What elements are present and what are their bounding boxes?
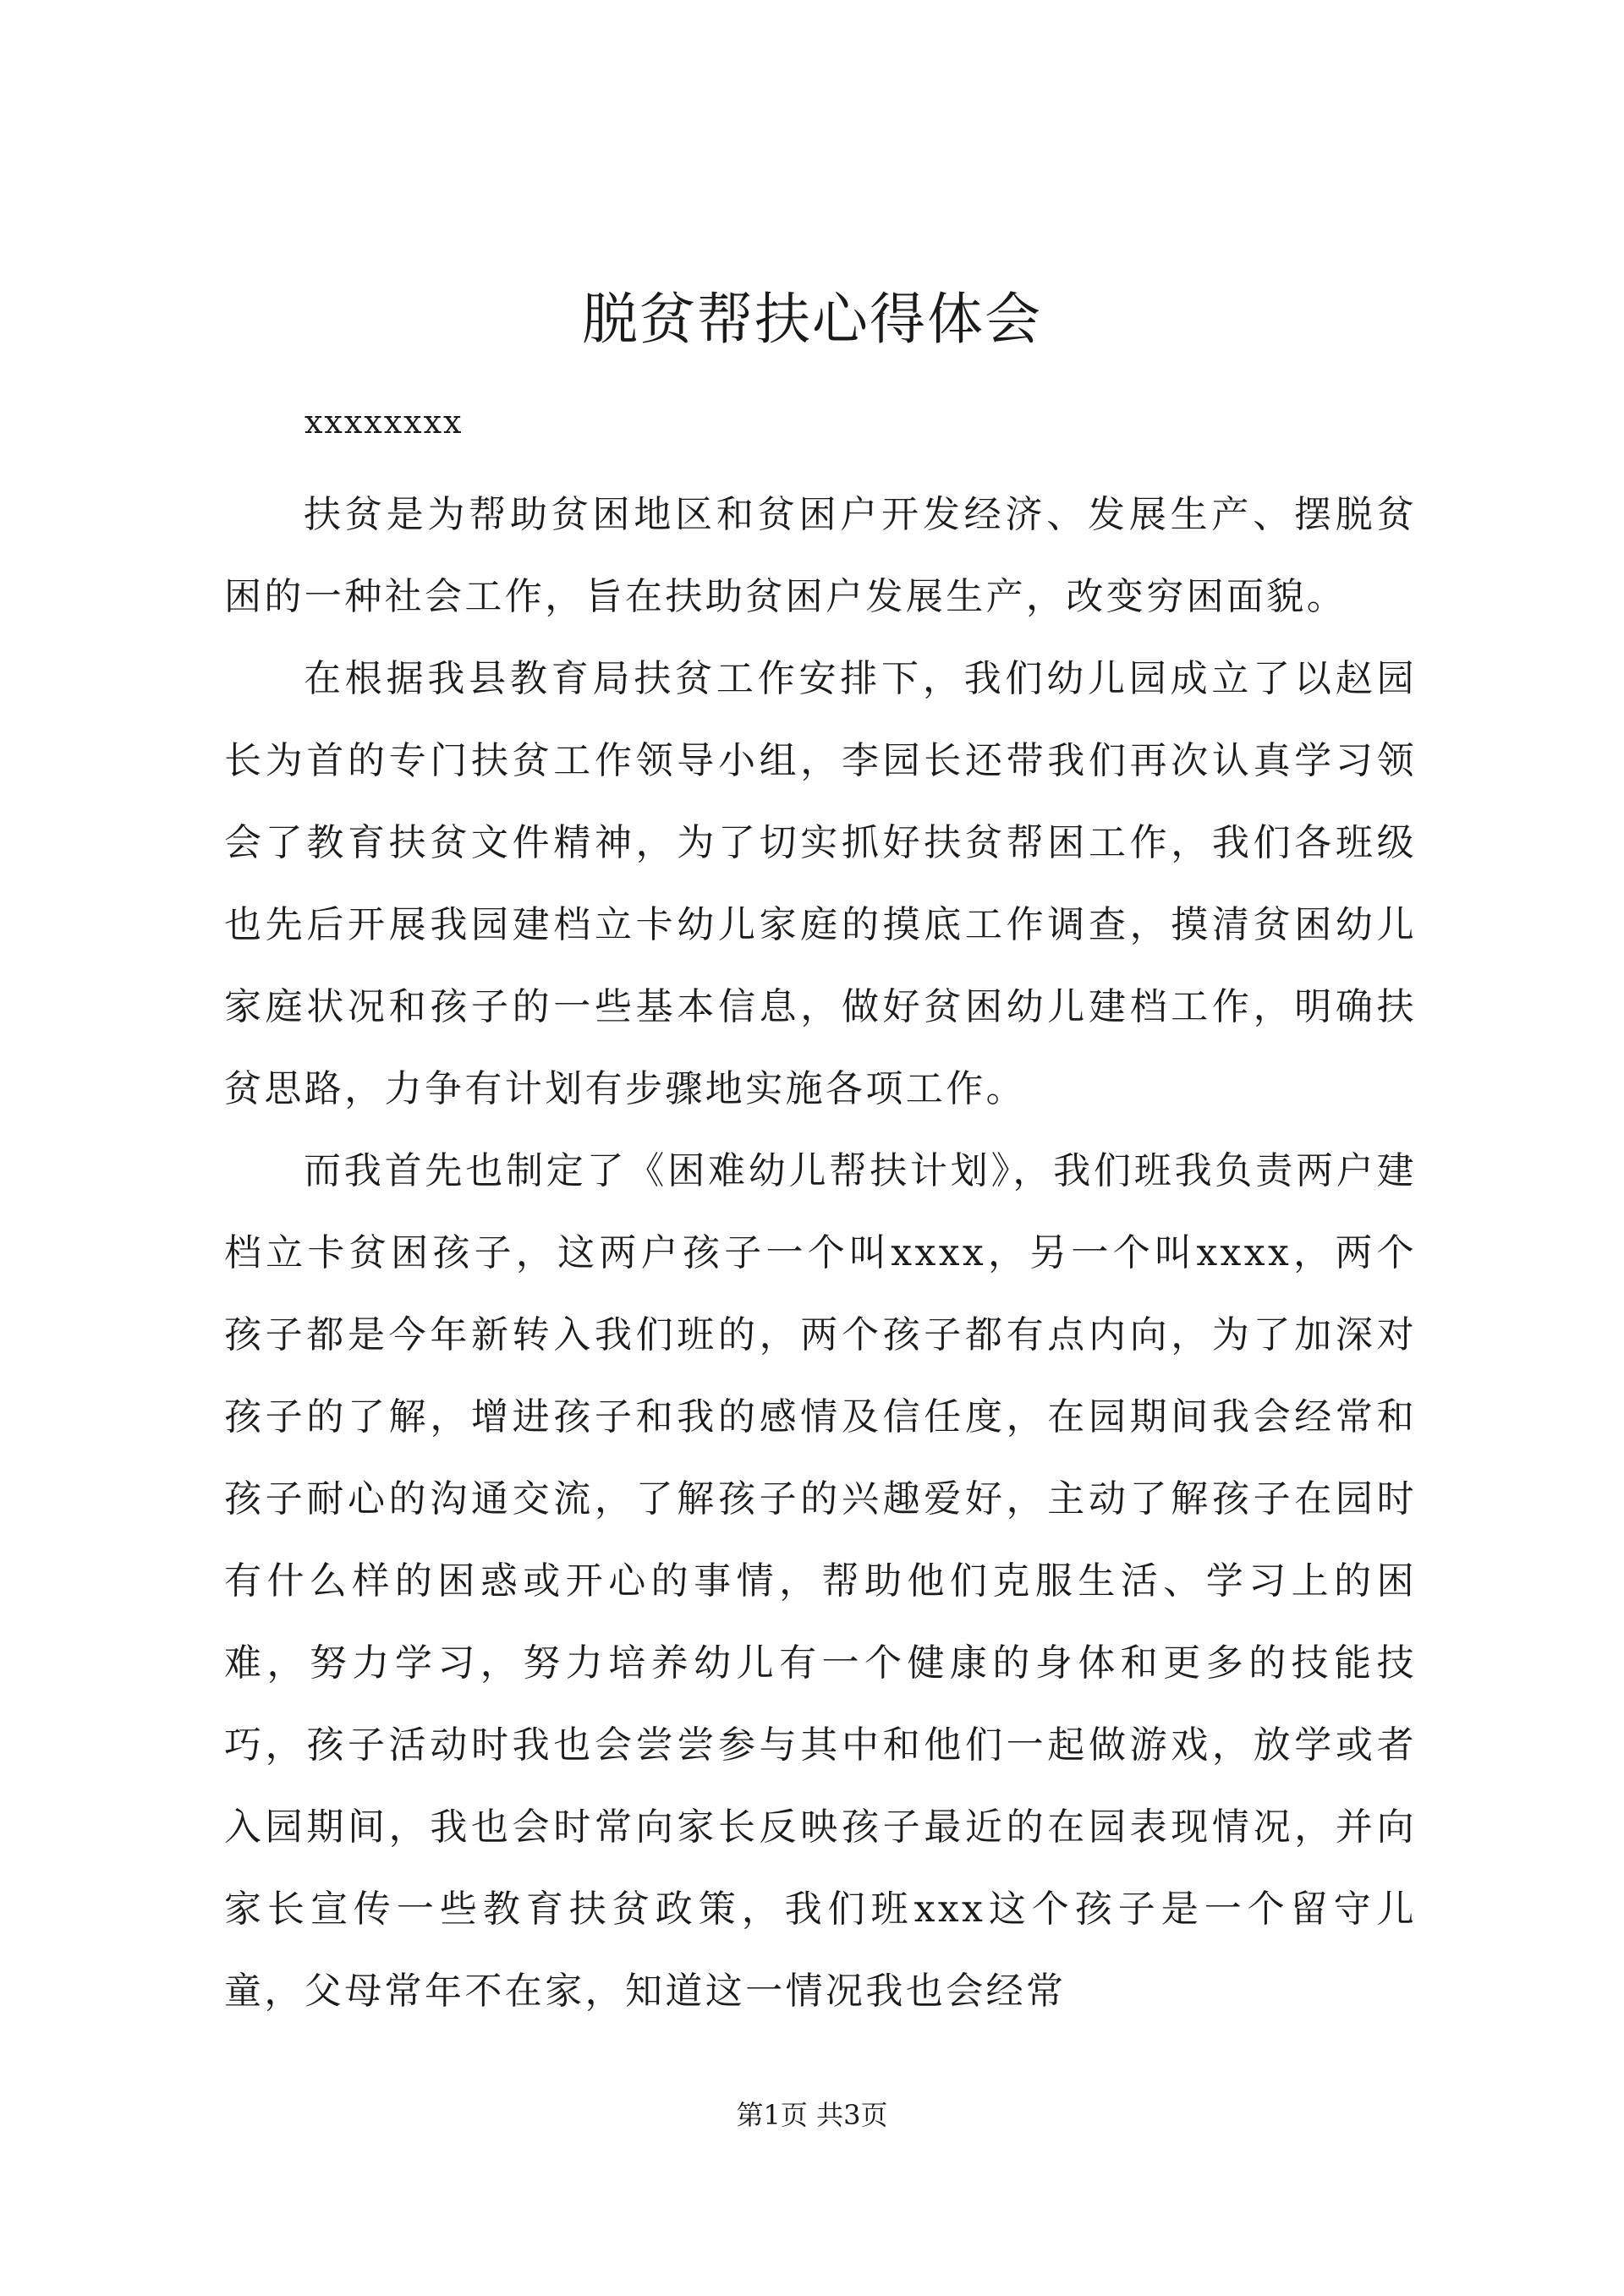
page-footer: 第1页 共3页 bbox=[736, 2099, 888, 2131]
document-body bbox=[224, 474, 1417, 2032]
paragraph-3: 而我首先也制定了《困难幼儿帮扶计划》，我们班我负责两户建档立卡贫困孩子，这两户孩子一个叫xxxx，另一个叫xxxx，两个孩子都是今年新转入我们班的，两个孩子都有点内向，为了加深对孩子的了解，增进孩子和我的感情及信任度，在园期间我会经常和孩子耐心的沟通交流，了解孩子的兴趣爱好，主动了解孩子在园时有什么样的困惑或开心的事情，帮助他们克服生活、学习上的困难，努力学习，努力培养幼儿有一个健康的身体和更多的技能技巧，孩子活动时我也会尝尝参与其中和他们一起做游戏，放学或者入园期间，我也会时常向家长反映孩子最近的在园表现情况，并向家长宣传一些教育扶贫政策，我们班xxx这个孩子是一个留守儿童，父母常年不在家，知道这一情况我也会经常 bbox=[224, 1149, 1417, 2013]
author-name: xxxxxxxx bbox=[304, 403, 464, 441]
paragraph-1: 扶贫是为帮助贫困地区和贫困户开发经济、发展生产、摆脱贫困的一种社会工作，旨在扶助贫困户发展生产，改变穷困面貌。 bbox=[224, 493, 1417, 618]
paragraph-2: 在根据我县教育局扶贫工作安排下，我们幼儿园成立了以赵园长为首的专门扶贫工作领导小组，李园长还带我们再次认真学习领会了教育扶贫文件精神，为了切实抓好扶贫帮困工作，我们各班级也先后开展我园建档立卡幼儿家庭的摸底工作调查，摸清贫困幼儿家庭状况和孩子的一些基本信息，做好贫困幼儿建档工作，明确扶贫思路，力争有计划有步骤地实施各项工作。 bbox=[224, 657, 1417, 1110]
document-title: 脱贫帮扶心得体会 bbox=[582, 287, 1042, 352]
